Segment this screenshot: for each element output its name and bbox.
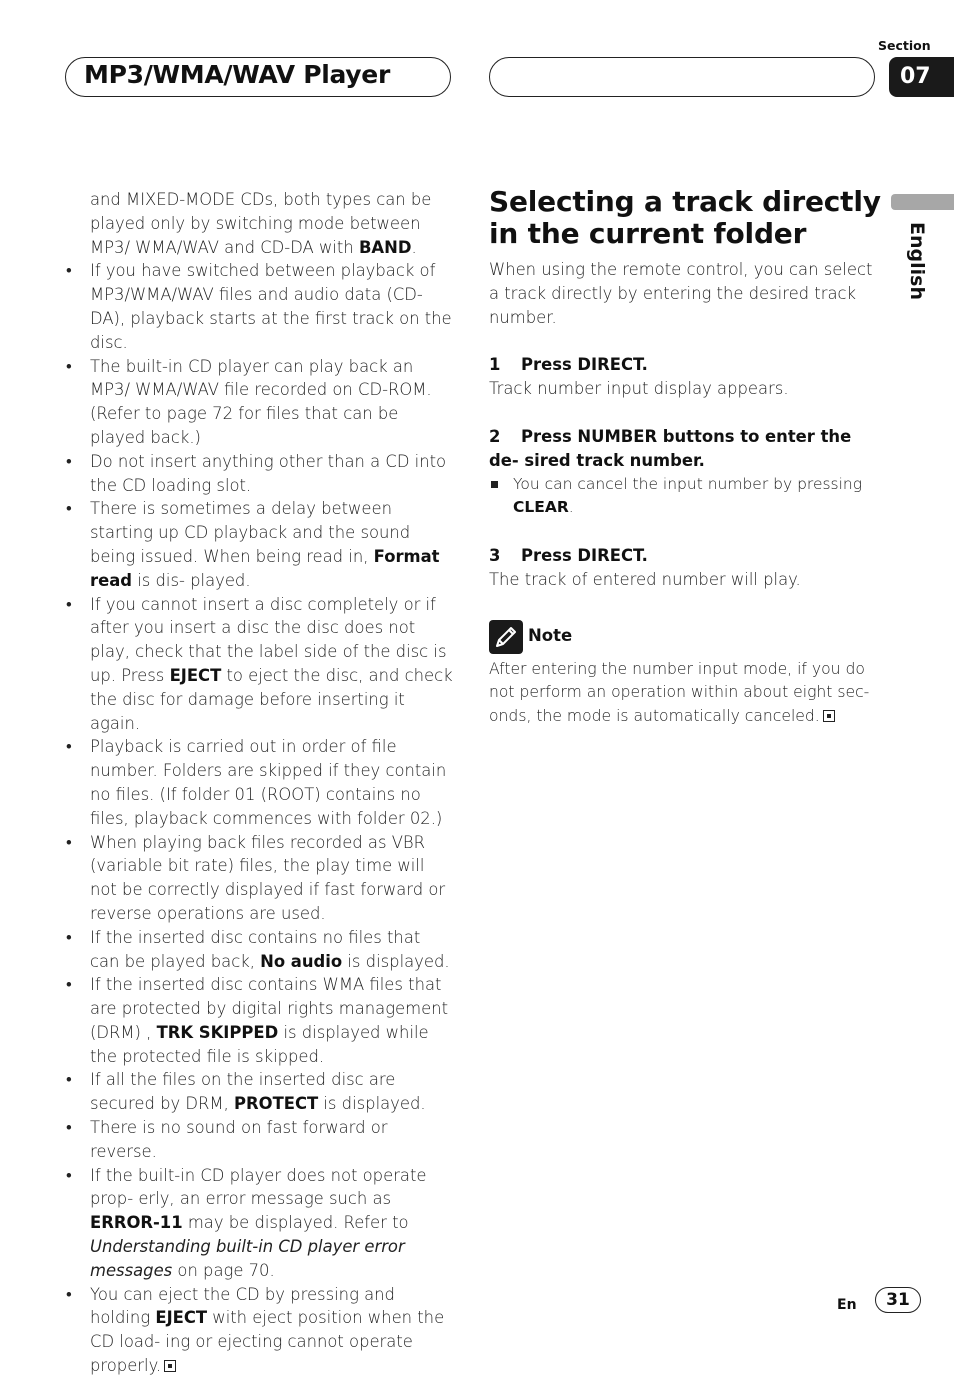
list-item: • If the built-in CD player does not operate prop- erly, an error message such as ERROR-11 may be displayed. Refer to Understanding built-in CD player error messages on page 70.	[66, 1164, 454, 1283]
intro-paragraph: When using the remote control, you can select a track directly by entering the desired track number.	[489, 260, 873, 327]
chapter-title: MP3/WMA/WAV Player	[84, 60, 390, 89]
language-tab-label: English	[906, 222, 928, 300]
list-item: • Playback is carried out in order of file number. Folders are skipped if they contain no files. (If folder 01 (ROOT) contains no files, playback commences with folder 02.)	[66, 735, 454, 830]
list-item: • If you have switched between playback of MP3/WMA/WAV files and audio data (CD-DA), playback starts at the first track on the disc.	[66, 259, 454, 354]
language-tab-bar	[891, 194, 954, 210]
list-item: • If the inserted disc contains no files that can be played back, No audio is displayed.	[66, 926, 454, 974]
list-item: • If the inserted disc contains WMA files that are protected by digital rights management (DRM) , TRK SKIPPED is displayed while the protected file is skipped.	[66, 973, 454, 1068]
section-heading: Selecting a track directly in the current folder	[489, 185, 881, 250]
chapter-title-box	[65, 57, 451, 97]
list-item: • The built-in CD player can play back an MP3/ WMA/WAV file recorded on CD-ROM. (Refer to page 72 for files that can be played back.)	[66, 355, 454, 450]
step-title: 3 Press DIRECT.	[489, 546, 648, 566]
list-item: • Do not insert anything other than a CD into the CD loading slot.	[66, 450, 454, 498]
continued-paragraph: and MIXED-MODE CDs, both types can be played only by switching mode between MP3/ WMA/WAV and CD-DA with BAND.	[90, 190, 432, 257]
header-blank-box	[489, 57, 875, 97]
right-column	[489, 186, 881, 728]
end-of-section-icon	[164, 1360, 176, 1372]
step-title: 1 Press DIRECT.	[489, 355, 648, 375]
step-title: 2 Press NUMBER buttons to enter the de- sired track number.	[489, 426, 852, 470]
note-label: Note	[528, 625, 573, 645]
step-note: You can cancel the input number by pressing CLEAR.	[489, 473, 881, 521]
list-item: • You can eject the CD by pressing and holding EJECT with eject position when the CD load- ing or ejecting cannot operate properly.	[66, 1283, 454, 1378]
note-header	[489, 620, 881, 654]
note-text: After entering the number input mode, if you do not perform an operation within about eight sec- onds, the mode is automatically canceled.	[489, 659, 870, 725]
end-of-section-icon	[823, 710, 835, 722]
list-item: • There is no sound on fast forward or reverse.	[66, 1116, 454, 1164]
section-label: Section	[878, 38, 931, 53]
page-number: 31	[875, 1287, 921, 1313]
list-item: • When playing back files recorded as VBR (variable bit rate) files, the play time will not be correctly displayed if fast forward or reverse operations are used.	[66, 831, 454, 926]
list-item: • If all the files on the inserted disc are secured by DRM, PROTECT is displayed.	[66, 1068, 454, 1116]
step-body: Track number input display appears.	[489, 379, 789, 399]
footer-language: En	[837, 1297, 857, 1313]
list-item: • There is sometimes a delay between starting up CD playback and the sound being issued. When being read in, Format read is dis- played.	[66, 497, 454, 592]
left-column	[66, 188, 454, 1378]
step-body: The track of entered number will play.	[489, 569, 801, 589]
pencil-note-icon	[489, 620, 523, 654]
section-number-tab: 07	[889, 57, 954, 97]
list-item: • If you cannot insert a disc completely or if after you insert a disc the disc does not play, check that the label side of the disc is up. Press EJECT to eject the disc, and check the disc for damage before inserting it again.	[66, 593, 454, 736]
